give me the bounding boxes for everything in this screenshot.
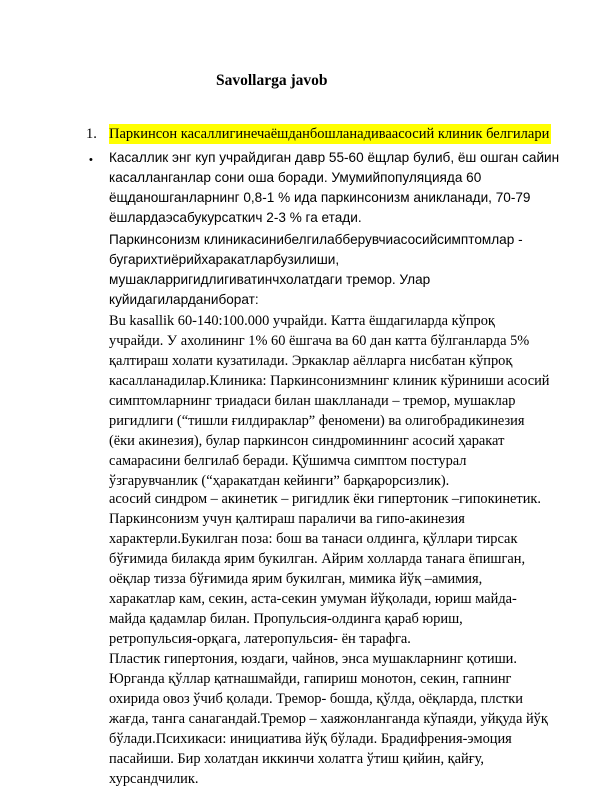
bullet-marker: •: [89, 154, 93, 166]
answer-line: охирида овоз ўчиб қолади. Тремор- бошда, қўлда, оёқларда, плстки: [109, 691, 523, 707]
answer-line: бугарихтиёрийхаракатларбузилиши,: [109, 252, 340, 267]
answer-line: асосий синдром – акинетик – ригидлик ёки гипертоник –гипокинетик.: [109, 491, 541, 507]
answer-line: майда қадамлар билан. Пропульсия-олдинга қараб юриш,: [109, 611, 463, 627]
answer-line: ёщданошганларнинг 0,8-1 % ида паркинсонизм аникланади, 70-79: [109, 190, 531, 205]
answer-line: касалланадилар.Клиника: Паркинсонизмнинг клиник кўриниши асосий: [109, 373, 550, 389]
answer-line: (ёки акинезия), булар паркинсон синдроминнинг асосий ҳаракат: [109, 433, 505, 449]
answer-line: ўзгарувчанлик (“ҳаракатдан кейинги” барқарорсизлик).: [109, 473, 450, 489]
answer-line: Паркинсонизм учун қалтираш параличи ва гипо-акинезия: [109, 511, 465, 527]
answer-line: қалтираш холати кузатилади. Эркаклар аёлларга нисбатан кўпроқ: [109, 353, 513, 369]
answer-line: Паркинсонизм клиникасинибелгилабберувчиасосийсимптомлар -: [109, 232, 523, 247]
question-text-highlighted: Паркинсон касаллигинечаёшданбошланадиваасосий клиник белгилари: [109, 126, 550, 142]
answer-line: пасайиши. Бир холатдан иккинчи холатга ўтиш қийин, қайғу,: [109, 751, 484, 767]
answer-line: Юрганда қўллар қатнашмайди, гапириш монотон, секин, гапнинг: [109, 671, 512, 687]
answer-line: ригидлиги (“тишли ғилдираклар” феномени) ва олигобрадикинезия: [109, 413, 525, 429]
answer-line: куйидагиларданиборат:: [109, 292, 259, 307]
answer-line: симптомларнинг триадаси билан шаклланади – тремор, мушаклар: [109, 393, 516, 409]
answer-line: бўғимида билакда ярим букилган. Айрим холларда танага ёпишган,: [109, 551, 526, 567]
answer-line: ёшлардаэсабукурсаткич 2-3 % га етади.: [109, 210, 362, 225]
answer-line: Bu kasallik 60-140:100.000 учрайди. Катта ёшдагиларда кўпроқ: [109, 313, 495, 329]
answer-line: касалланганлар сони оша боради. Умумийпопуляцияда 60: [109, 170, 482, 185]
answer-line: оёқлар тизза бўғимида ярим букилган, мимика йўқ –амимия,: [109, 571, 483, 587]
answer-line: учрайди. У ахолининг 1% 60 ёшгача ва 60 дан катта бўлганларда 5%: [109, 333, 530, 349]
answer-line: мушакларригидлигиватинчхолатдаги тремор. Улар: [109, 272, 431, 287]
answer-line: характерли.Букилган поза: бош ва танаси олдинга, қўллари тирсак: [109, 531, 518, 547]
answer-line: жағда, танга санагандай.Тремор – хаяжонланганда кўпаяди, уйқуда йўқ: [109, 711, 548, 727]
answer-line: Пластик гипертония, юздаги, чайнов, энса мушакларнинг қотиши.: [109, 651, 517, 667]
answer-line: хурсандчилик.: [109, 771, 199, 787]
answer-line: харакатлар кам, секин, аста-секин умуман йўқолади, юриш майда-: [109, 591, 517, 607]
answer-line: Касаллик энг куп учрайдиган давр 55-60 ёщлар булиб, ёш ошган сайин: [109, 150, 560, 165]
answer-line: самарасини белгилаб беради. Қўшимча симптом постурал: [109, 453, 467, 469]
question-number: 1.: [86, 126, 97, 142]
page-title: Savollarga javob: [216, 72, 328, 89]
answer-line: бўлади.Психикаси: инициатива йўқ бўлади. Брадифрения-эмоция: [109, 731, 512, 747]
answer-line: ретропульсия-орқага, латеропульсия- ён тарафга.: [109, 631, 411, 647]
